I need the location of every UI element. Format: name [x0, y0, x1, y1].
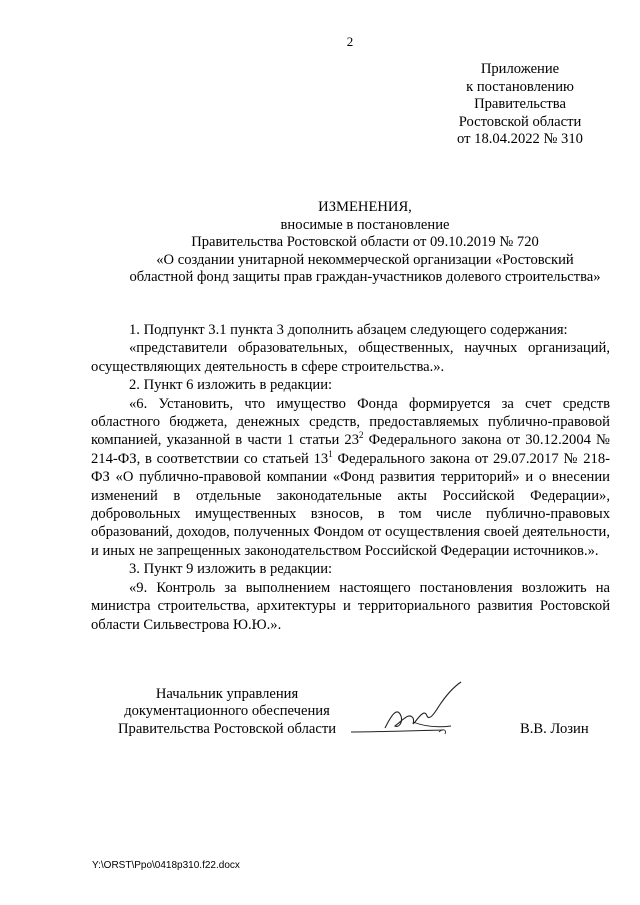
- signatory-title: [92, 686, 362, 738]
- signatory-line: Начальник управления: [155, 686, 299, 702]
- paragraph: 2. Пункт 6 изложить в редакции:: [129, 377, 333, 394]
- document-body: [91, 321, 610, 634]
- paragraph-text: Федерального закона от 30.12.2004 № 214-ФЗ, в соответствии со статьей 13: [91, 432, 610, 467]
- signatory-line: документационного обеспечения: [124, 703, 330, 720]
- superscript: 1: [328, 448, 333, 459]
- appendix-line: Приложение: [480, 61, 560, 77]
- title-line: «О создании унитарной некоммерческой организации «Ростовский: [156, 251, 574, 268]
- page-number: 2: [346, 34, 354, 49]
- paragraph: 1. Подпункт 3.1 пункта 3 дополнить абзацем следующего содержания:: [129, 322, 568, 338]
- file-path: Y:\ORST\Ppo\0418p310.f22.docx: [92, 860, 240, 871]
- superscript: 2: [359, 430, 364, 441]
- appendix-line: Правительства: [474, 96, 566, 113]
- title-line: Правительства Ростовской области от 09.10.2019 № 720: [191, 234, 539, 251]
- paragraph: [91, 395, 610, 561]
- paragraph-text: Федерального закона от 29.07.2017 № 218-ФЗ «О публично-правовой компании «Фонд развития территорий» и о внесении изменений в отдельные законодательные акты Российской Федерации», добровольных имущественных взносов, в том числе публично-правовых образований, доходов, полученных Фондом от осуществления своей деятельности, и иных не запрещенных законодательством Российской Федерации источников.».: [91, 450, 611, 559]
- paragraph: 3. Пункт 9 изложить в редакции:: [129, 561, 333, 578]
- appendix-block: [420, 61, 620, 149]
- paragraph: «9. Контроль за выполнением настоящего постановления возложить на министра строительства, архитектуры и территориального развития Ростовской области Сильвестрова Ю.Ю.».: [91, 579, 610, 633]
- appendix-line: от 18.04.2022 № 310: [457, 131, 583, 148]
- document-title: [90, 199, 640, 287]
- title-heading: ИЗМЕНЕНИЯ,: [318, 199, 412, 215]
- paragraph: «представители образовательных, общественных, научных организаций, осуществляющих деятельность в сфере строительства.».: [91, 340, 610, 375]
- signatory-name: В.В. Лозин: [520, 721, 589, 737]
- handwritten-signature: [343, 676, 483, 746]
- signatory-line: Правительства Ростовской области: [117, 720, 337, 737]
- appendix-line: Ростовской области: [458, 113, 582, 130]
- title-line: вносимые в постановление: [280, 216, 450, 233]
- paragraph-text: «6. Установить, что имущество Фонда формируется за счет средств областного бюджета, денежных средств, предоставляемых публично-правовой компанией, указанной в части 1 статьи 23: [91, 395, 610, 449]
- appendix-line: к постановлению: [466, 78, 574, 95]
- title-line: областной фонд защиты прав граждан-участников долевого строительства»: [129, 269, 601, 286]
